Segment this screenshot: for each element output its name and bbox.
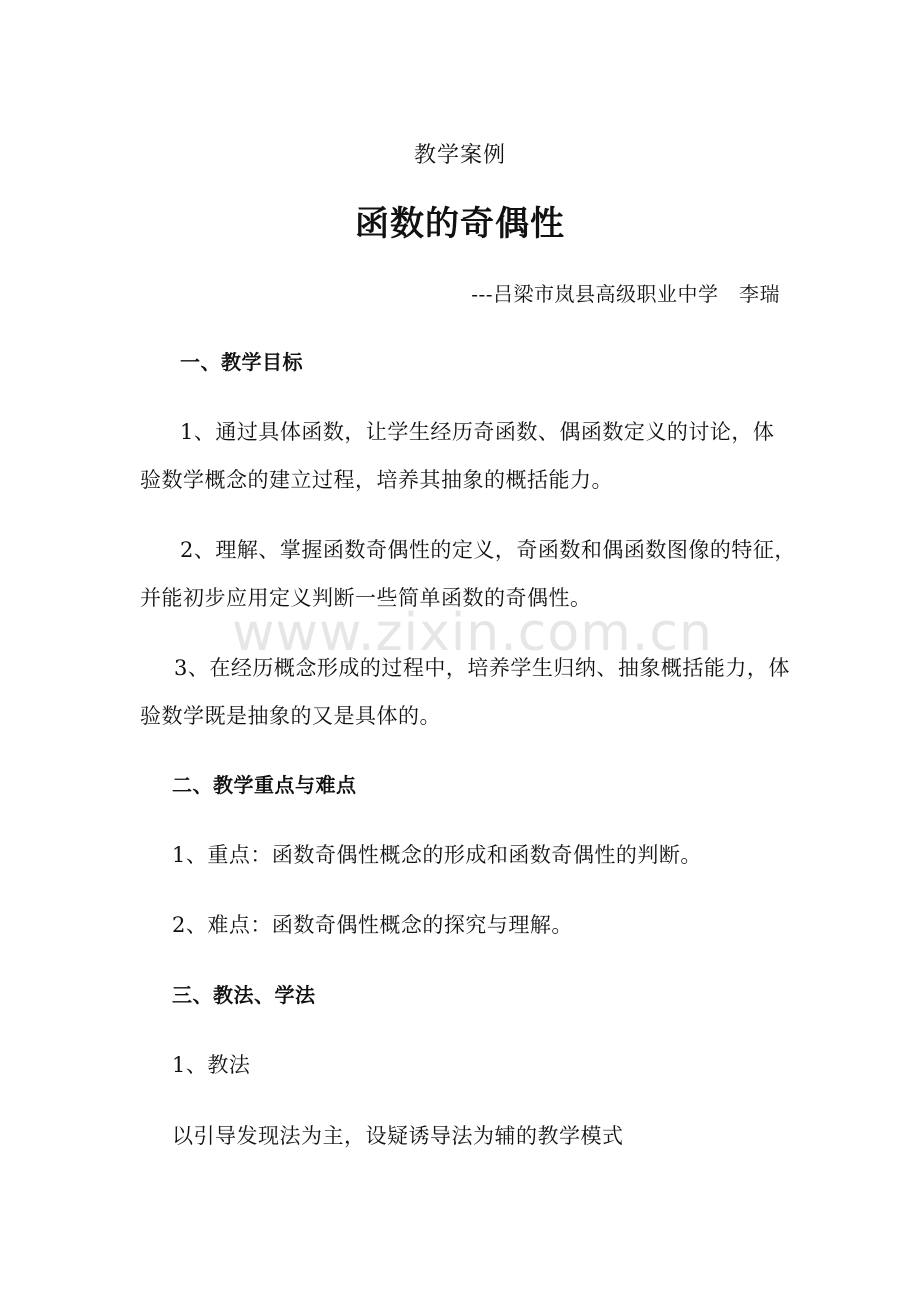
goal-2-line-2: 并能初步应用定义判断一些简单函数的奇偶性。 [140,586,592,610]
section-heading-teaching-goals: 一、教学目标 [180,350,303,374]
method-item-title: 1、教法 [172,1053,251,1077]
goal-2-line-1: 2、理解、掌握函数奇偶性的定义，奇函数和偶函数图像的特征， [180,538,796,562]
document-title: 函数的奇偶性 [355,204,565,244]
document-subtitle: 教学案例 [413,143,506,168]
watermark: www.zixin.com.cn [232,603,713,663]
document-author: ---吕梁市岚县高级职业中学 李瑞 [471,282,780,306]
goal-1-line-2: 验数学概念的建立过程，培养其抽象的概括能力。 [140,468,613,492]
goal-3-line-2: 验数学既是抽象的又是具体的。 [140,704,441,728]
goal-3-line-1: 3、在经历概念形成的过程中，培养学生归纳、抽象概括能力，体 [174,656,790,680]
goal-1-line-1: 1、通过具体函数，让学生经历奇函数、偶函数定义的讨论，体 [180,420,775,444]
difficulty-item: 2、难点：函数奇偶性概念的探究与理解。 [172,913,573,937]
section-heading-methods: 三、教法、学法 [172,983,316,1007]
section-heading-key-points: 二、教学重点与难点 [172,773,357,797]
method-item-description: 以引导发现法为主，设疑诱导法为辅的教学模式 [172,1124,624,1148]
key-point-item: 1、重点：函数奇偶性概念的形成和函数奇偶性的判断。 [172,843,702,867]
